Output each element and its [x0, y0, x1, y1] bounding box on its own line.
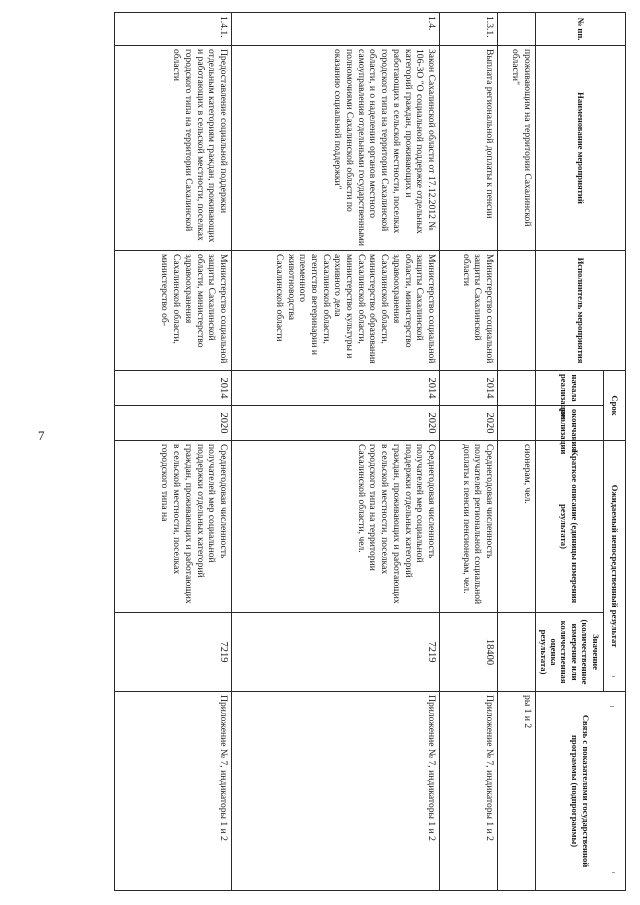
row-value: [498, 613, 536, 692]
table-row: [232, 13, 440, 891]
row-name: проживающим на территории Сахалинской области": [498, 46, 536, 251]
row-executor: Министерство социальной защиты Сахалинской области: [440, 251, 498, 371]
row-value: 7219: [115, 613, 232, 692]
header-name: Наименование мероприятий: [536, 46, 626, 251]
header-num: № пп.: [536, 13, 626, 46]
rotated-table-wrapper: [114, 12, 626, 890]
page-number: 7: [38, 428, 45, 443]
row-link: ры 1 и 2: [498, 692, 536, 891]
row-link: Приложение № 7, индикаторы 1 и 2: [232, 692, 440, 891]
header-term-end: окончания реализации: [536, 406, 604, 441]
row-executor: [498, 251, 536, 371]
row-end: 2020: [440, 406, 498, 441]
row-end: [498, 406, 536, 441]
scan-artifact: [612, 872, 615, 873]
row-link: Приложение № 7, индикаторы 1 и 2: [115, 692, 232, 891]
row-value: 18400: [440, 613, 498, 692]
row-desc: сионерам, чел.: [498, 441, 536, 613]
row-name: Предоставление социальной поддержки отдельным категориям граждан, проживающих и работающих в сельской местности, поселках городского типа на территории Сахалинской области: [115, 46, 232, 251]
measures-table: [114, 12, 626, 891]
row-desc: Среднегодовая численность получателей региональной социальной доплаты к пенсии пенсионерам, чел.: [440, 441, 498, 613]
table-row: [498, 13, 536, 891]
row-num: [498, 13, 536, 46]
row-num: 1.4.: [232, 13, 440, 46]
header-result-desc: Краткое описание (единицы измерения результата): [536, 441, 604, 613]
row-value: 7219: [232, 613, 440, 692]
table-row: [115, 13, 232, 891]
row-executor: Министерство социальной защиты Сахалинской области, министерство здравоохранения Сахалинской области, министерство об-: [115, 251, 232, 371]
row-link: Приложение № 7, индикаторы 1 и 2: [440, 692, 498, 891]
row-start: 2014: [440, 371, 498, 406]
row-num: 1.4.1.: [115, 13, 232, 46]
row-name: Закон Сахалинской области от 17.12.2012 № 106-ЗО "О социальной поддержке отдельных категорий граждан, проживающих и работающих в сельской местности, поселках городского типа на территории Сахалинской области, и о наделении органов местного самоуправления отдельными государственными полномочиями Сахалинской области по оказанию социальной поддержки": [232, 46, 440, 251]
row-executor: Министерство социальной защиты Сахалинской области, министерство здравоохранения Сахалинской области, министерство образования Сахалинской области, министерство культуры и архивного дела Сахалинской области, агентство ветеринарии и племенного животноводства Сахалинской области: [232, 251, 440, 371]
header-executor: Исполнитель мероприятия: [536, 251, 626, 371]
header-result: Ожидаемый непосредственный результат: [604, 441, 626, 692]
scan-artifact: [612, 676, 615, 677]
row-end: 2020: [232, 406, 440, 441]
row-start: 2014: [232, 371, 440, 406]
row-start: [498, 371, 536, 406]
row-start: 2014: [115, 371, 232, 406]
header-link: Связь с показателями государственной программы (подпрограммы): [536, 692, 626, 891]
row-num: 1.3.1.: [440, 13, 498, 46]
row-end: 2020: [115, 406, 232, 441]
scan-artifact: [610, 706, 614, 707]
header-result-value: Значение (количественное измерение или количественная оценка результата): [536, 613, 604, 692]
row-name: Выплата региональной доплаты к пенсии: [440, 46, 498, 251]
header-term-start: начала реализации: [536, 371, 604, 406]
row-desc: Среднегодовая численность получателей мер социальной поддержки отдельных категорий граждан, проживающих и работающих в сельской местности, поселках городского типа на территории Сахалинской области, чел.: [232, 441, 440, 613]
row-desc: Среднегодовая численность получателей мер социальной поддержки отдельных категорий граждан, проживающих и работающих в сельской местности, поселках городского типа на: [115, 441, 232, 613]
header-term: Срок: [604, 371, 626, 441]
table-row: [440, 13, 498, 891]
